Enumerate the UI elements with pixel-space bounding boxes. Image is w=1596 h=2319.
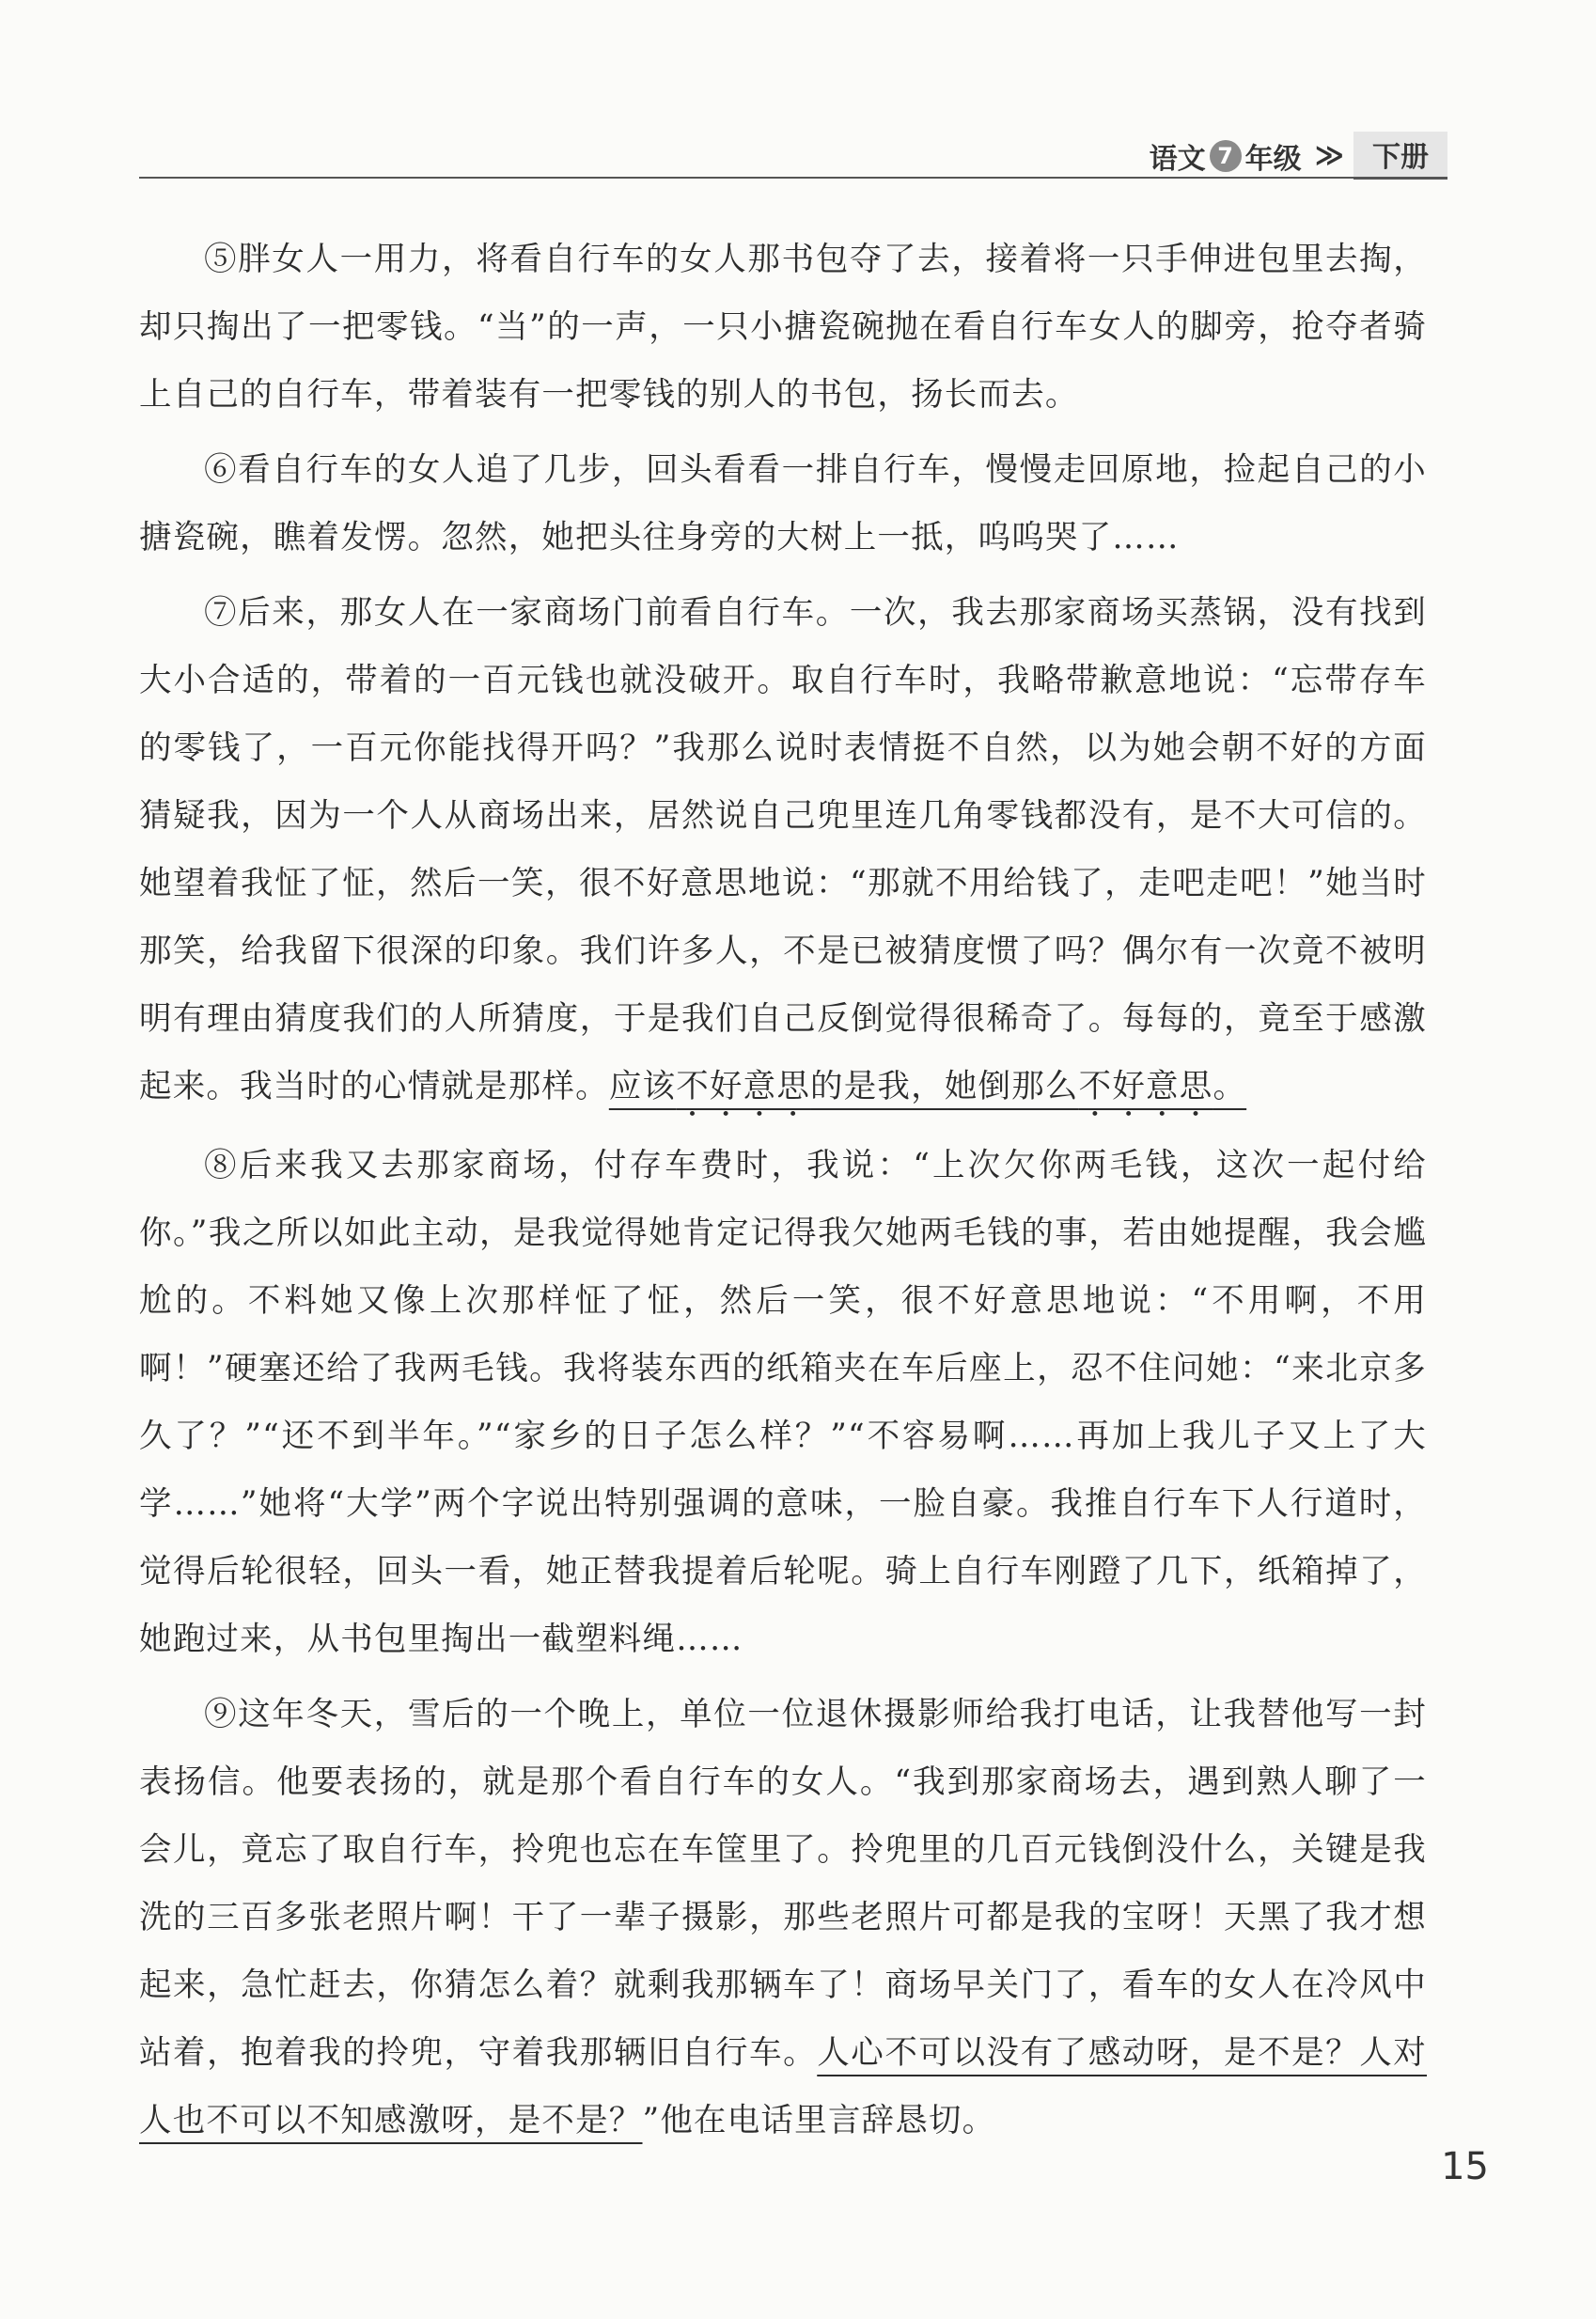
paragraph-6: ⑥看自行车的女人追了几步，回头看看一排自行车，慢慢走回原地，捡起自己的小搪瓷碗，瞧着发愣。忽然，她把头往身旁的大树上一抵，呜呜哭了…… bbox=[139, 451, 1427, 556]
emphasis-phrase: 不好意思 bbox=[1078, 1068, 1213, 1105]
underlined-sentence: 人心不可以没有了感动呀，是不是？人对人也不可以不知感激呀，是不是？ bbox=[139, 2034, 1428, 2139]
paragraph-9-tail: ”他在电话里言辞恳切。 bbox=[642, 2102, 996, 2139]
paragraph-9-text: ⑨这年冬天，雪后的一个晚上，单位一位退休摄影师给我打电话，让我替他写一封表扬信。他要表扬的，就是那个看自行车的女人。“我到那家商场去，遇到熟人聊了一会儿，竟忘了取自行车，拎兜也忘在车筐里了。拎兜里的几百元钱倒没什么，关键是我洗的三百多张老照片啊！干了一辈子摄影，那些老照片可都是我的宝呀！天黑了我才想起来，急忙赶去，你猜怎么着？就剩我那辆车了！商场早关门了，看车的女人在冷风中站着，抱着我的拎兜，守着我那辆旧自行车。 bbox=[139, 1696, 1427, 2072]
paragraph-8: ⑧后来我又去那家商场，付存车费时，我说：“上次欠你两毛钱，这次一起付给你。”我之所以如此主动，是我觉得她肯定记得我欠她两毛钱的事，若由她提醒，我会尴尬的。不料她又像上次那样怔了怔，然后一笑，很不好意思地说：“不用啊，不用啊！”硬塞还给了我两毛钱。我将装东西的纸箱夹在车后座上，忍不住问她：“来北京多久了？”“还不到半年。”“家乡的日子怎么样？”“不容易啊……再加上我儿子又上了大学……”她将“大学”两个字说出特别强调的意味，一脸自豪。我推自行车下人行道时，觉得后轮很轻，回头一看，她正替我提着后轮呢。骑上自行车刚蹬了几下，纸箱掉了，她跑过来，从书包里掏出一截塑料绳…… bbox=[139, 1147, 1427, 1658]
paragraph-7 bbox=[139, 579, 1427, 1124]
article-body bbox=[139, 226, 1427, 2162]
paragraph-5: ⑤胖女人一用力，将看自行车的女人那书包夺了去，接着将一只手伸进包里去掏，却只掏出了一把零钱。“当”的一声，一只小搪瓷碗抛在看自行车女人的脚旁，抢夺者骑上自己的自行车，带着装有一把零钱的别人的书包，扬长而去。 bbox=[139, 241, 1427, 414]
paragraph-7-text: ⑦后来，那女人在一家商场门前看自行车。一次，我去那家商场买蒸锅，没有找到大小合适的，带着的一百元钱也就没破开。取自行车时，我略带歉意地说：“忘带存车的零钱了，一百元你能找得开吗？”我那么说时表情挺不自然，以为她会朝不好的方面猜疑我，因为一个人从商场出来，居然说自己兜里连几角零钱都没有，是不大可信的。她望着我怔了怔，然后一笑，很不好意思地说：“那就不用给钱了，走吧走吧！”她当时那笑，给我留下很深的印象。我们许多人，不是已被猜度惯了吗？偶尔有一次竟不被明明有理由猜度我们的人所猜度，于是我们自己反倒觉得很稀奇了。每每的，竟至于感激起来。我当时的心情就是那样。 bbox=[139, 594, 1427, 1105]
volume-label: 下册 bbox=[1353, 132, 1447, 180]
header-divider bbox=[139, 177, 1447, 179]
grade-label: 年级 bbox=[1244, 142, 1302, 176]
paragraph-9 bbox=[139, 1681, 1427, 2154]
page-header bbox=[139, 103, 1447, 179]
emphasis-phrase: 不好意思 bbox=[676, 1068, 811, 1105]
book-title bbox=[1150, 132, 1447, 180]
grade-badge: 7 bbox=[1210, 140, 1242, 172]
underlined-sentence: 应该不好意思的是我，她倒那么不好意思。 bbox=[608, 1068, 1247, 1105]
page-number: 15 bbox=[1441, 2145, 1489, 2188]
chevron-right-icon: ≫ bbox=[1314, 139, 1344, 172]
subject-label: 语文 bbox=[1149, 142, 1206, 176]
